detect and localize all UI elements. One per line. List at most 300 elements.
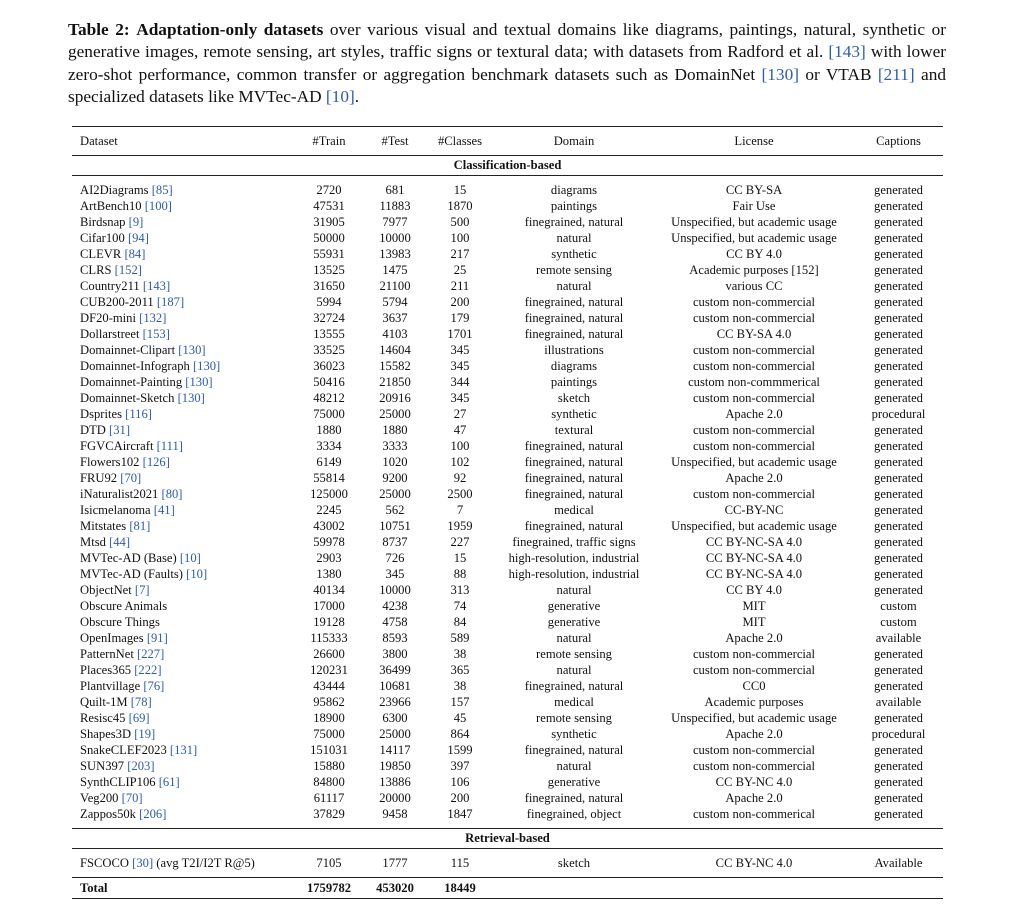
domain-cell: remote sensing (536, 647, 612, 661)
captions-cell: available (875, 695, 922, 709)
captions-cell: generated (874, 775, 923, 789)
license-cell: custom non-commercial (692, 439, 816, 453)
dataset-name-cell (72, 566, 294, 582)
citation-link[interactable]: [131] (169, 743, 198, 757)
train-count: 6149 (316, 455, 342, 469)
table-row (72, 278, 943, 294)
section-title: Retrieval-based (72, 829, 943, 849)
class-count: 2500 (447, 487, 473, 501)
class-count: 589 (450, 631, 470, 645)
table-row (72, 742, 943, 758)
dataset-name-cell (72, 454, 294, 470)
dataset-name: SUN397 (80, 759, 125, 773)
captions-cell: generated (874, 423, 923, 437)
license-cell: custom non-commercial (692, 759, 816, 773)
table-row (72, 294, 943, 310)
class-count: 15 (453, 183, 467, 197)
citation-link[interactable]: [30] (132, 856, 154, 870)
class-count: 45 (453, 711, 467, 725)
dataset-name-cell (72, 390, 294, 406)
test-count: 25000 (379, 407, 411, 421)
domain-cell: natural (556, 663, 592, 677)
dataset-name-cell (72, 262, 294, 278)
class-count: 1599 (447, 743, 473, 757)
train-count: 17000 (313, 599, 345, 613)
domain-cell: natural (556, 631, 592, 645)
license-cell: custom non-commerical (692, 807, 816, 821)
domain-cell: medical (554, 695, 594, 709)
domain-cell: generative (547, 775, 601, 789)
dataset-name: Quilt-1M (80, 695, 128, 709)
train-count: 43444 (313, 679, 345, 693)
class-count: 365 (450, 663, 470, 677)
captions-cell: available (875, 631, 922, 645)
captions-cell: generated (874, 759, 923, 773)
captions-cell: generated (874, 247, 923, 261)
dataset-name-cell (72, 358, 294, 374)
test-count: 4758 (382, 615, 408, 629)
citation-link[interactable]: [19] (134, 727, 156, 741)
citation-link[interactable]: [94] (127, 231, 149, 245)
train-count: 84800 (313, 775, 345, 789)
train-count: 55814 (313, 471, 345, 485)
domain-cell: finegrained, natural (524, 311, 624, 325)
citation-link[interactable]: [126] (142, 455, 170, 469)
dataset-name-cell (72, 230, 294, 246)
citation-link[interactable]: [116] (125, 407, 152, 421)
domain-cell: diagrams (550, 183, 598, 197)
captions-cell: generated (874, 359, 923, 373)
license-cell: CC BY-NC-SA 4.0 (705, 535, 803, 549)
dataset-name: CLEVR (80, 247, 122, 261)
class-count: 217 (450, 247, 470, 261)
dataset-name: MVTec-AD (Base) (80, 551, 177, 565)
section-title: Classification-based (72, 156, 943, 176)
train-count: 32724 (313, 311, 345, 325)
train-count: 18900 (313, 711, 345, 725)
domain-cell: generative (547, 615, 601, 629)
dataset-name: ObjectNet (80, 583, 132, 597)
domain-cell: synthetic (551, 247, 597, 261)
license-cell: Apache 2.0 (725, 471, 783, 485)
dataset-name-cell (72, 678, 294, 694)
table-header-row (72, 127, 943, 156)
license-cell: CC BY-NC-SA 4.0 (705, 551, 803, 565)
citation-link[interactable]: [41] (153, 503, 175, 517)
captions-cell: generated (874, 791, 923, 805)
citation-link[interactable]: [100] (144, 199, 172, 213)
license-cell: various CC (725, 279, 783, 293)
table-row (72, 630, 943, 646)
citation-link[interactable]: [130] (192, 359, 221, 373)
dataset-name: Plantvillage (80, 679, 141, 693)
captions-cell: generated (874, 567, 923, 581)
captions-cell: generated (874, 311, 923, 325)
citation-link[interactable]: [7] (134, 583, 150, 597)
citation-link[interactable]: [91] (146, 631, 168, 645)
dataset-name-cell (72, 646, 294, 662)
train-count: 115333 (310, 631, 348, 645)
class-count: 227 (450, 535, 470, 549)
test-count: 21100 (379, 279, 411, 293)
license-cell: Apache 2.0 (725, 631, 783, 645)
section-header-classification (72, 156, 943, 176)
test-count: 10681 (379, 679, 411, 693)
domain-cell: synthetic (551, 407, 597, 421)
license-cell: CC BY-NC 4.0 (654, 849, 854, 878)
table-row (72, 758, 943, 774)
train-count: 15880 (313, 759, 345, 773)
captions-cell: generated (874, 231, 923, 245)
citation-link[interactable]: [70] (120, 471, 142, 485)
license-cell: custom non-commmerical (688, 375, 820, 389)
caption-text: or VTAB (798, 64, 878, 84)
total-row (72, 878, 943, 899)
class-count: 200 (450, 791, 470, 805)
citation-link[interactable]: [227] (137, 647, 165, 661)
dataset-name-cell (72, 182, 294, 198)
license-cell: CC BY 4.0 (726, 247, 782, 261)
captions-cell: generated (874, 807, 923, 821)
dataset-name-cell (72, 710, 294, 726)
citation-link[interactable]: [69] (128, 711, 150, 725)
dataset-name: ArtBench10 (80, 199, 142, 213)
class-count: 15 (453, 551, 467, 565)
header-license: License (654, 127, 854, 156)
test-count: 7977 (382, 215, 408, 229)
header-test: #Test (364, 127, 426, 156)
license-cell: custom non-commercial (692, 423, 816, 437)
test-count: 8593 (382, 631, 408, 645)
dataset-name-cell (72, 758, 294, 774)
train-count: 2245 (316, 503, 342, 517)
table-row (72, 390, 943, 406)
dataset-name-cell (72, 438, 294, 454)
dataset-name: SnakeCLEF2023 (80, 743, 167, 757)
class-count: 313 (450, 583, 470, 597)
caption-label: Table 2: (68, 20, 130, 39)
dataset-name: PatternNet (80, 647, 134, 661)
dataset-name: DF20-mini (80, 311, 136, 325)
license-cell: CC BY-NC-SA 4.0 (705, 567, 803, 581)
class-count: 200 (450, 295, 470, 309)
captions-cell: generated (874, 263, 923, 277)
class-count: 74 (453, 599, 467, 613)
domain-cell: diagrams (550, 359, 598, 373)
test-count: 25000 (379, 727, 411, 741)
class-count: 7 (456, 503, 464, 517)
table-row (72, 710, 943, 726)
dataset-name: Isicmelanoma (80, 503, 151, 517)
class-count: 179 (450, 311, 470, 325)
total-classes: 18449 (426, 878, 494, 899)
test-count: 10000 (379, 231, 411, 245)
dataset-name-cell (72, 294, 294, 310)
domain-cell: finegrained, natural (524, 439, 624, 453)
citation-link[interactable]: [78] (130, 695, 152, 709)
dataset-name-cell (72, 582, 294, 598)
train-count: 5994 (316, 295, 342, 309)
test-count: 36499 (379, 663, 411, 677)
dataset-name-cell (72, 486, 294, 502)
captions-cell: generated (874, 487, 923, 501)
citation-link[interactable]: [130] (761, 64, 799, 84)
citation-link[interactable]: [81] (129, 519, 151, 533)
train-count: 95862 (313, 695, 345, 709)
table-row (72, 406, 943, 422)
table-row (72, 518, 943, 534)
class-count: 864 (450, 727, 470, 741)
captions-cell: generated (874, 535, 923, 549)
license-cell: MIT (742, 615, 766, 629)
citation-link[interactable]: [211] (877, 64, 915, 84)
license-cell: CC BY-SA (725, 183, 783, 197)
table-row (72, 566, 943, 582)
train-count: 26600 (313, 647, 345, 661)
citation-link[interactable]: [61] (158, 775, 180, 789)
test-count: 4238 (382, 599, 408, 613)
dataset-name: OpenImages (80, 631, 144, 645)
table-row (72, 774, 943, 790)
train-count: 31905 (313, 215, 345, 229)
train-count: 40134 (313, 583, 345, 597)
citation-link[interactable]: [84] (124, 247, 146, 261)
class-count: 500 (450, 215, 470, 229)
dataset-name: Dollarstreet (80, 327, 140, 341)
dataset-name: Mtsd (80, 535, 106, 549)
citation-link[interactable]: [130] (178, 343, 206, 357)
train-count: 3334 (316, 439, 342, 453)
test-count: 5794 (382, 295, 408, 309)
captions-cell: generated (874, 327, 923, 341)
dataset-name-cell (72, 550, 294, 566)
test-count: 562 (385, 503, 405, 517)
train-count: 50000 (313, 231, 345, 245)
license-cell: CC0 (742, 679, 766, 693)
table-row (72, 849, 943, 878)
datasets-table (72, 126, 943, 899)
dataset-name: Domainnet-Clipart (80, 343, 176, 357)
domain-cell: textural (554, 423, 594, 437)
test-count: 4103 (382, 327, 408, 341)
table-row (72, 598, 943, 614)
license-cell: CC BY-SA 4.0 (716, 327, 792, 341)
citation-link[interactable]: [70] (121, 791, 143, 805)
total-train: 1759782 (294, 878, 364, 899)
citation-link[interactable]: [132] (139, 311, 167, 325)
citation-link[interactable]: [10] (186, 567, 208, 581)
class-count: 345 (450, 391, 470, 405)
license-cell: Academic purposes [152] (689, 263, 819, 277)
empty-cell (854, 878, 943, 899)
citation-link[interactable]: [10] (325, 86, 355, 106)
license-cell: Unspecified, but academic usage (671, 519, 837, 533)
test-count: 1777 (364, 849, 426, 878)
class-count: 27 (453, 407, 467, 421)
train-count: 13555 (313, 327, 345, 341)
dataset-name: FGVCAircraft (80, 439, 154, 453)
citation-link[interactable]: [111] (156, 439, 183, 453)
domain-cell: finegrained, natural (524, 471, 624, 485)
section-header-retrieval (72, 829, 943, 849)
domain-cell: natural (556, 279, 592, 293)
dataset-name: Birdsnap (80, 215, 126, 229)
license-cell: CC BY 4.0 (726, 583, 782, 597)
captions-cell: generated (874, 343, 923, 357)
train-count: 7105 (294, 849, 364, 878)
class-count: 115 (426, 849, 494, 878)
dataset-name: Obscure Things (80, 615, 160, 629)
captions-cell: generated (874, 583, 923, 597)
test-count: 10751 (379, 519, 411, 533)
table-row (72, 678, 943, 694)
captions-cell: custom (880, 615, 917, 629)
total-test: 453020 (364, 878, 426, 899)
class-count: 157 (450, 695, 470, 709)
citation-link[interactable]: [206] (139, 807, 167, 821)
caption-text: and specialized datasets like MVTec-AD (68, 64, 946, 106)
captions-cell: generated (874, 711, 923, 725)
license-cell: Apache 2.0 (725, 727, 783, 741)
dataset-name: FSCOCO (80, 856, 129, 870)
domain-cell: synthetic (551, 727, 597, 741)
test-count: 14604 (379, 343, 411, 357)
table-caption (68, 19, 946, 108)
class-count: 100 (450, 231, 470, 245)
dataset-name: CLRS (80, 263, 112, 277)
train-count: 59978 (313, 535, 345, 549)
citation-link[interactable]: [80] (161, 487, 183, 501)
test-count: 20916 (379, 391, 411, 405)
citation-link[interactable]: [143] (142, 279, 171, 293)
captions-cell: generated (874, 199, 923, 213)
test-count: 726 (385, 551, 405, 565)
class-count: 1701 (447, 327, 473, 341)
dataset-name-cell (72, 614, 294, 630)
class-count: 47 (453, 423, 467, 437)
domain-cell: finegrained, object (526, 807, 622, 821)
train-count: 36023 (313, 359, 345, 373)
domain-cell: natural (556, 759, 592, 773)
domain-cell: remote sensing (536, 263, 612, 277)
domain-cell: natural (556, 231, 592, 245)
citation-link[interactable]: [9] (128, 215, 144, 229)
test-count: 3637 (382, 311, 408, 325)
class-count: 92 (453, 471, 467, 485)
license-cell: Unspecified, but academic usage (671, 231, 837, 245)
test-count: 6300 (382, 711, 408, 725)
captions-cell: generated (874, 183, 923, 197)
train-count: 48212 (313, 391, 345, 405)
license-cell: custom non-commercial (692, 359, 816, 373)
dataset-name: Domainnet-Infograph (80, 359, 190, 373)
citation-link[interactable]: [153] (142, 327, 170, 341)
citation-link[interactable]: [203] (127, 759, 155, 773)
table-row (72, 310, 943, 326)
table-row (72, 422, 943, 438)
class-count: 88 (453, 567, 467, 581)
dataset-name-cell (72, 849, 294, 878)
caption-title: Adaptation-only datasets (136, 20, 324, 39)
citation-link[interactable]: [44] (109, 535, 131, 549)
citation-link[interactable]: [85] (151, 183, 173, 197)
test-count: 1020 (382, 455, 408, 469)
header-dataset: Dataset (72, 127, 294, 156)
dataset-name-cell (72, 246, 294, 262)
dataset-name: Shapes3D (80, 727, 132, 741)
domain-cell: high-resolution, industrial (508, 567, 640, 581)
dataset-name: MVTec-AD (Faults) (80, 567, 183, 581)
table-row (72, 502, 943, 518)
test-count: 23966 (379, 695, 411, 709)
domain-cell: finegrained, natural (524, 295, 624, 309)
dataset-name-cell (72, 278, 294, 294)
citation-link[interactable]: [31] (109, 423, 131, 437)
table-row (72, 486, 943, 502)
dataset-name: Country211 (80, 279, 140, 293)
captions-cell: generated (874, 743, 923, 757)
domain-cell: finegrained, natural (524, 743, 624, 757)
citation-link[interactable]: [130] (185, 375, 213, 389)
test-count: 13983 (379, 247, 411, 261)
train-count: 43002 (313, 519, 345, 533)
dataset-name-cell (72, 374, 294, 390)
test-count: 9200 (382, 471, 408, 485)
captions-cell: generated (874, 503, 923, 517)
license-cell: custom non-commercial (692, 391, 816, 405)
citation-link[interactable]: [187] (156, 295, 185, 309)
table-row (72, 694, 943, 710)
table-row (72, 726, 943, 742)
table-row (72, 326, 943, 342)
citation-link[interactable]: [76] (143, 679, 165, 693)
dataset-name-cell (72, 342, 294, 358)
citation-link[interactable]: [10] (179, 551, 201, 565)
train-count: 31650 (313, 279, 345, 293)
table-row (72, 342, 943, 358)
captions-cell: generated (874, 551, 923, 565)
class-count: 345 (450, 343, 470, 357)
domain-cell: high-resolution, industrial (508, 551, 640, 565)
citation-link[interactable]: [152] (114, 263, 142, 277)
test-count: 681 (385, 183, 405, 197)
class-count: 100 (450, 439, 470, 453)
domain-cell: medical (554, 503, 594, 517)
class-count: 211 (450, 279, 470, 293)
captions-cell: generated (874, 471, 923, 485)
caption-text: with lower zero-shot performance, common transfer or aggregation benchmark datasets such as DomainNet (68, 42, 946, 84)
table-row (72, 646, 943, 662)
dataset-name-cell (72, 310, 294, 326)
domain-cell: finegrained, natural (524, 487, 624, 501)
train-count: 33525 (313, 343, 345, 357)
train-count: 120231 (310, 663, 348, 677)
domain-cell: finegrained, natural (524, 455, 624, 469)
table-row (72, 198, 943, 214)
header-classes: #Classes (426, 127, 494, 156)
dataset-note: (avg T2I/I2T R@5) (153, 856, 255, 870)
dataset-name-cell (72, 534, 294, 550)
citation-link[interactable]: [130] (177, 391, 205, 405)
citation-link[interactable]: [222] (134, 663, 162, 677)
citation-link[interactable]: [143] (828, 42, 866, 62)
train-count: 1880 (316, 423, 342, 437)
dataset-name: CUB200-2011 (80, 295, 154, 309)
test-count: 20000 (379, 791, 411, 805)
domain-cell: finegrained, natural (524, 215, 624, 229)
class-count: 1959 (447, 519, 473, 533)
license-cell: custom non-commercial (692, 311, 816, 325)
